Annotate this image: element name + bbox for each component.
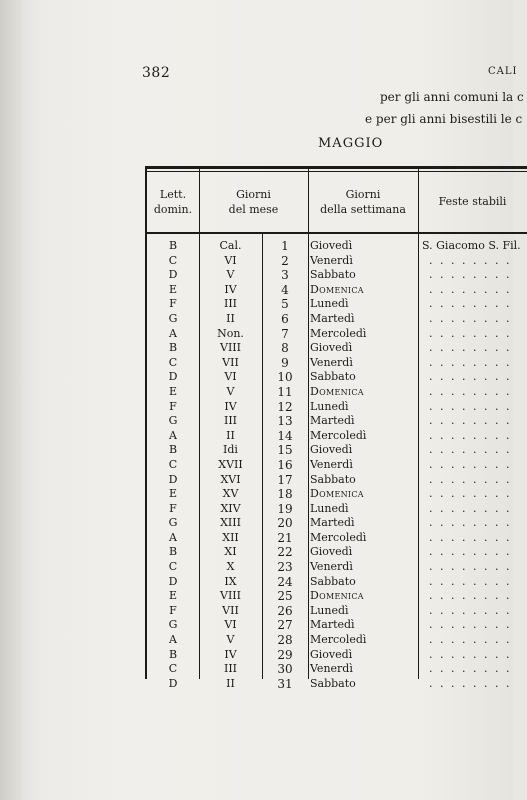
day-number: 26 (277, 603, 293, 618)
feast: . . . . . . . . (429, 268, 512, 282)
weekday: Martedì (310, 414, 355, 428)
table-row (147, 443, 527, 458)
page-number: 382 (142, 65, 171, 81)
day-number: 12 (277, 399, 293, 414)
dominical-letter: F (169, 501, 177, 515)
dominical-letter: G (168, 516, 178, 530)
weekday: Giovedì (310, 443, 353, 457)
table-row (147, 341, 527, 356)
dominical-letter: C (168, 355, 178, 369)
feast: . . . . . . . . (429, 355, 512, 369)
dominical-letter: F (169, 603, 177, 617)
day-number: 19 (277, 501, 293, 516)
feast: . . . . . . . . (429, 457, 512, 471)
table-row (147, 677, 527, 692)
feast: . . . . . . . . (429, 399, 512, 413)
dominical-letter: B (168, 239, 178, 252)
roman-date: XIV (220, 501, 241, 515)
day-number: 23 (277, 560, 293, 575)
roman-date: Non. (217, 326, 244, 340)
dominical-letter: G (168, 618, 178, 632)
day-number: 8 (281, 341, 289, 356)
day-number: 15 (277, 443, 293, 458)
weekday: Sabbato (310, 472, 356, 486)
table-row (147, 268, 527, 283)
table-row (147, 283, 527, 298)
feast: . . . . . . . . (429, 662, 512, 676)
weekday: Sabbato (310, 574, 356, 588)
feast: . . . . . . . . (429, 618, 512, 632)
feast: . . . . . . . . (429, 560, 512, 574)
table-row (147, 589, 527, 604)
weekday: Domenica (310, 282, 364, 296)
roman-date: II (226, 311, 235, 325)
table-row (147, 414, 527, 429)
weekday: Venerdì (310, 457, 353, 471)
column-header-giorni-mese (199, 187, 308, 217)
table-row (147, 531, 527, 546)
table-row (147, 356, 527, 371)
day-number: 30 (277, 662, 293, 677)
dominical-letter: B (168, 443, 178, 457)
roman-date: XII (222, 530, 239, 544)
dominical-letter: A (169, 326, 177, 340)
roman-date: IX (224, 574, 237, 588)
dominical-letter: E (168, 384, 178, 398)
weekday: Martedì (310, 516, 355, 530)
day-number: 7 (281, 326, 289, 341)
day-number: 4 (281, 282, 289, 297)
feast: . . . . . . . . (429, 282, 512, 296)
feast: . . . . . . . . (429, 545, 512, 559)
feast: . . . . . . . . (429, 487, 512, 501)
dominical-letter: F (169, 399, 177, 413)
table-row (147, 560, 527, 575)
table-row (147, 370, 527, 385)
dominical-letter: C (168, 560, 178, 574)
day-number: 29 (277, 647, 293, 662)
dominical-letter: G (168, 311, 178, 325)
running-head: CALI (488, 66, 518, 77)
roman-date: VI (224, 370, 237, 384)
weekday: Domenica (310, 487, 364, 501)
table-row (147, 648, 527, 663)
weekday: Venerdì (310, 560, 353, 574)
weekday: Lunedì (310, 501, 349, 515)
header-text: Lett. (159, 188, 187, 201)
day-number: 16 (277, 457, 293, 472)
table-row (147, 516, 527, 531)
table-body (147, 239, 527, 691)
day-number: 2 (281, 253, 289, 268)
feast: . . . . . . . . (429, 370, 512, 384)
day-number: 5 (281, 297, 289, 312)
weekday: Mercoledì (310, 326, 367, 340)
feast: . . . . . . . . (429, 341, 512, 355)
table-row (147, 239, 527, 254)
roman-date: III (223, 297, 238, 311)
roman-date: II (226, 428, 235, 442)
feast: . . . . . . . . (429, 311, 512, 325)
day-number: 27 (277, 618, 293, 633)
month-title: MAGGIO (318, 136, 384, 151)
weekday: Martedì (310, 311, 355, 325)
roman-date: V (226, 268, 235, 282)
feast: . . . . . . . . (429, 501, 512, 515)
weekday: Sabbato (310, 370, 356, 384)
dominical-letter: E (168, 282, 178, 296)
table-row (147, 633, 527, 648)
feast: . . . . . . . . (429, 516, 512, 530)
dominical-letter: E (168, 589, 178, 603)
table-row (147, 618, 527, 633)
weekday: Giovedì (310, 545, 353, 559)
day-number: 3 (281, 268, 289, 283)
day-number: 10 (277, 370, 293, 385)
dominical-letter: A (169, 530, 177, 544)
roman-date: III (223, 662, 238, 676)
header-text: Giorni (236, 188, 271, 201)
dominical-letter: A (169, 633, 177, 647)
feast: . . . . . . . . (429, 589, 512, 603)
feast: . . . . . . . . (429, 676, 512, 690)
table-row (147, 458, 527, 473)
feast: . . . . . . . . (429, 428, 512, 442)
table-row (147, 385, 527, 400)
day-number: 24 (277, 574, 293, 589)
table-row (147, 604, 527, 619)
weekday: Lunedì (310, 399, 349, 413)
dominical-letter: C (168, 662, 178, 676)
day-number: 13 (277, 414, 293, 429)
weekday: Giovedì (310, 647, 353, 661)
roman-date: IV (224, 399, 237, 413)
calendar-table (145, 166, 527, 691)
dominical-letter: B (168, 545, 178, 559)
table-row (147, 297, 527, 312)
header-text: domin. (153, 203, 193, 216)
table-row (147, 400, 527, 415)
subtitle-line-2: e per gli anni bisestili le c (365, 112, 523, 126)
dominical-letter: C (168, 253, 178, 267)
roman-date: VIII (220, 341, 241, 355)
table-row (147, 487, 527, 502)
weekday: Giovedì (310, 341, 353, 355)
feast: . . . . . . . . (429, 530, 512, 544)
feast: . . . . . . . . (429, 603, 512, 617)
day-number: 20 (277, 516, 293, 531)
column-header-letter (147, 187, 199, 217)
roman-date: V (226, 384, 235, 398)
table-row (147, 575, 527, 590)
header-text: del mese (228, 203, 279, 216)
weekday: Mercoledì (310, 530, 367, 544)
roman-date: III (223, 414, 238, 428)
table-row (147, 254, 527, 269)
feast: . . . . . . . . (429, 414, 512, 428)
roman-date: II (226, 676, 235, 690)
roman-date: IV (224, 282, 237, 296)
weekday: Venerdì (310, 662, 353, 676)
weekday: Mercoledì (310, 428, 367, 442)
roman-date: Idi (223, 443, 238, 457)
day-number: 1 (281, 239, 289, 253)
weekday: Venerdì (310, 253, 353, 267)
feast: . . . . . . . . (429, 253, 512, 267)
weekday: Sabbato (310, 676, 356, 690)
feast: . . . . . . . . (429, 633, 512, 647)
feast: . . . . . . . . (429, 326, 512, 340)
day-number: 22 (277, 545, 293, 560)
day-number: 18 (277, 487, 293, 502)
dominical-letter: B (168, 341, 178, 355)
feast: . . . . . . . . (429, 574, 512, 588)
dominical-letter: G (168, 414, 178, 428)
dominical-letter: C (168, 457, 178, 471)
roman-date: XVII (218, 457, 243, 471)
dominical-letter: D (168, 370, 178, 384)
table-row (147, 662, 527, 677)
dominical-letter: F (169, 297, 177, 311)
header-text: della settimana (320, 203, 406, 216)
header-bottom-rule (147, 232, 527, 234)
roman-date: IV (224, 647, 237, 661)
header-text: Giorni (345, 188, 381, 201)
weekday: Mercoledì (310, 633, 367, 647)
roman-date: V (226, 633, 235, 647)
table-row (147, 502, 527, 517)
day-number: 17 (277, 472, 293, 487)
roman-date: XI (224, 545, 237, 559)
dominical-letter: D (168, 676, 178, 690)
table-row (147, 312, 527, 327)
feast: S. Giacomo S. Fil. (422, 239, 521, 252)
day-number: 21 (277, 530, 293, 545)
feast: . . . . . . . . (429, 647, 512, 661)
roman-date: VII (222, 355, 239, 369)
day-number: 28 (277, 633, 293, 648)
dominical-letter: D (168, 268, 178, 282)
day-number: 9 (281, 355, 289, 370)
roman-date: VII (222, 603, 239, 617)
page-gutter (0, 0, 22, 800)
dominical-letter: A (169, 428, 177, 442)
roman-date: XV (222, 487, 239, 501)
feast: . . . . . . . . (429, 472, 512, 486)
feast: . . . . . . . . (429, 297, 512, 311)
day-number: 31 (277, 676, 293, 691)
roman-date: Cal. (219, 239, 242, 252)
weekday: Domenica (310, 589, 364, 603)
weekday: Martedì (310, 618, 355, 632)
roman-date: VIII (220, 589, 241, 603)
weekday: Lunedì (310, 603, 349, 617)
table-row (147, 473, 527, 488)
day-number: 14 (277, 428, 293, 443)
roman-date: X (226, 560, 235, 574)
dominical-letter: D (168, 472, 178, 486)
day-number: 6 (281, 311, 289, 326)
roman-date: XVI (220, 472, 241, 486)
dominical-letter: E (168, 487, 178, 501)
weekday: Lunedì (310, 297, 349, 311)
column-header-feste: Feste stabili (438, 195, 507, 208)
roman-date: VI (224, 253, 237, 267)
weekday: Giovedì (310, 239, 353, 252)
column-header-giorni-settimana (308, 187, 418, 217)
day-number: 25 (277, 589, 293, 604)
feast: . . . . . . . . (429, 384, 512, 398)
dominical-letter: D (168, 574, 178, 588)
weekday: Domenica (310, 384, 364, 398)
roman-date: VI (224, 618, 237, 632)
day-number: 11 (277, 384, 293, 399)
header-top-rule (147, 171, 527, 172)
roman-date: XIII (220, 516, 241, 530)
subtitle-line-1: per gli anni comuni la c (380, 90, 524, 104)
table-row (147, 429, 527, 444)
table-row (147, 327, 527, 342)
weekday: Sabbato (310, 268, 356, 282)
feast: . . . . . . . . (429, 443, 512, 457)
weekday: Venerdì (310, 355, 353, 369)
table-row (147, 545, 527, 560)
dominical-letter: B (168, 647, 178, 661)
